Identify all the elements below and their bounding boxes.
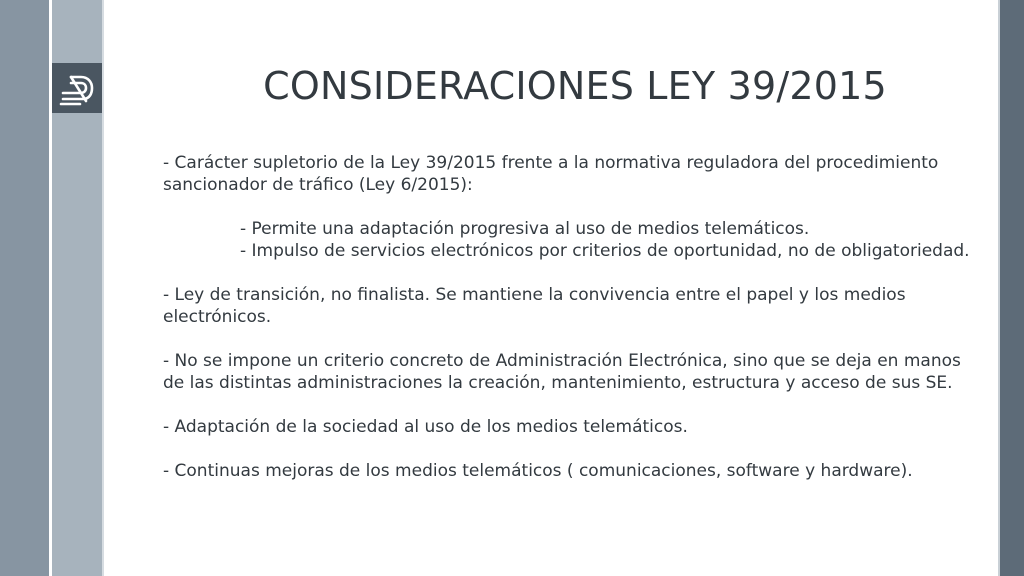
left-band-edge: [102, 0, 104, 576]
spacer: [163, 394, 983, 416]
paragraph-adaptacion-sociedad: - Adaptación de la sociedad al uso de los medios telemáticos.: [163, 417, 688, 437]
slide-title: CONSIDERACIONES LEY 39/2015: [263, 64, 887, 108]
paragraph-supletorio: - Carácter supletorio de la Ley 39/2015 frente a la normativa reguladora del procedimiento sancionador de tráfico (Ley 6/2015):: [163, 153, 939, 195]
paragraph-mejoras-medios: - Continuas mejoras de los medios telemáticos ( comunicaciones, software y hardware).: [163, 461, 913, 481]
paragraph-criterio-concreto: - No se impone un criterio concreto de Administración Electrónica, sino que se deja en manos de las distintas administraciones la creación, mantenimiento, estructura y acceso de sus SE.: [163, 351, 961, 393]
spacer: [163, 196, 983, 218]
sub-item-adaptacion-progresiva: - Permite una adaptación progresiva al uso de medios telemáticos.: [240, 219, 810, 239]
sub-item-impulso-servicios: - Impulso de servicios electrónicos por criterios de oportunidad, no de obligatoriedad.: [240, 241, 970, 261]
slide-content: [163, 152, 983, 482]
left-band-dark: [0, 0, 49, 576]
right-band: [1000, 0, 1024, 576]
spacer: [163, 328, 983, 350]
logo: [52, 63, 102, 113]
arch-logo-icon: [52, 63, 102, 113]
paragraph-ley-transicion: - Ley de transición, no finalista. Se mantiene la convivencia entre el papel y los medios electrónicos.: [163, 285, 906, 327]
spacer: [163, 262, 983, 284]
spacer: [163, 438, 983, 460]
